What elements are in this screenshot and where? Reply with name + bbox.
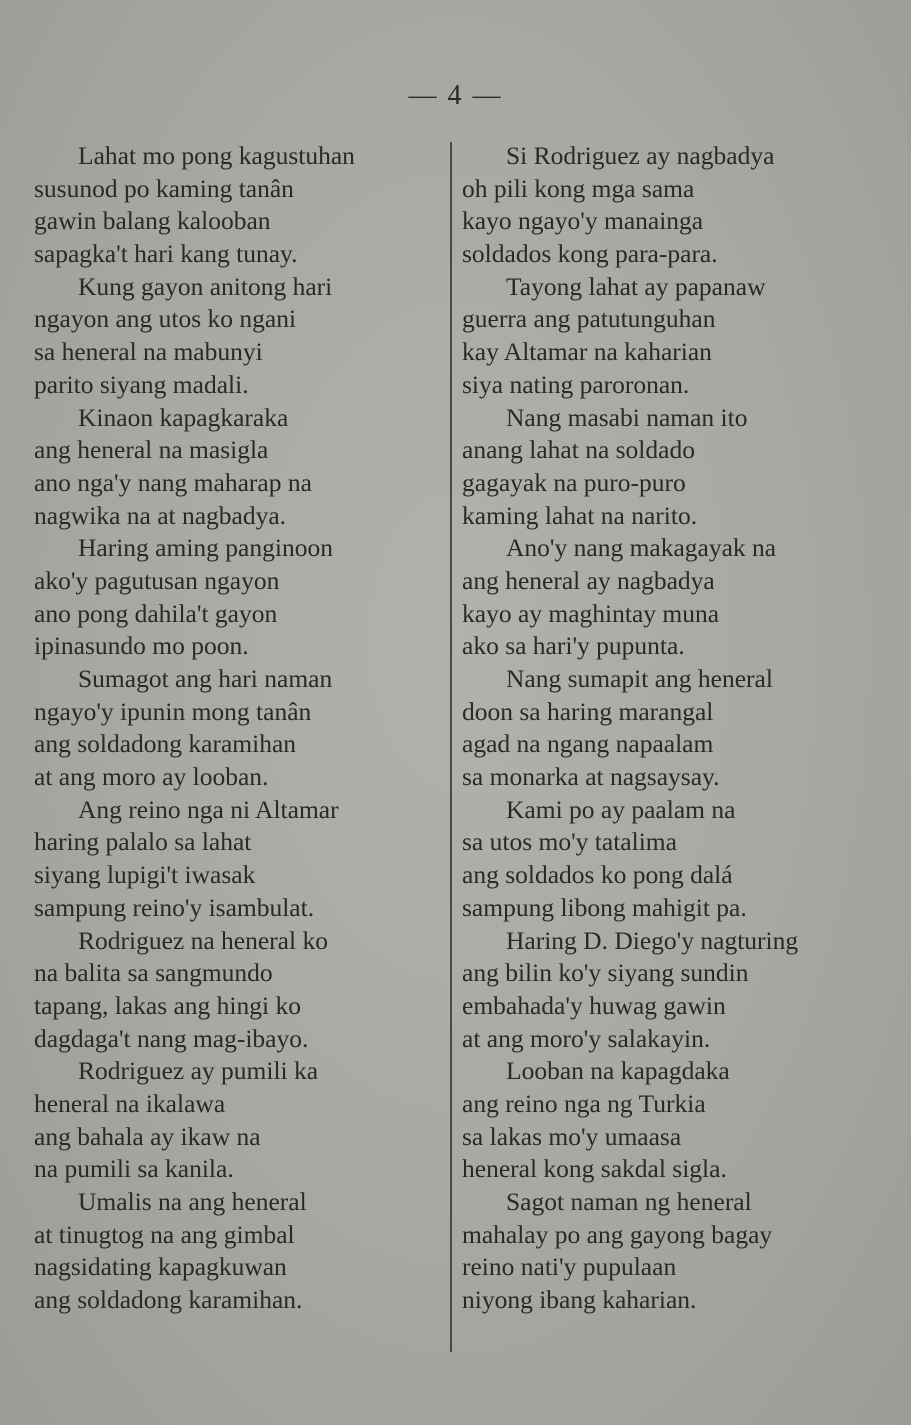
right-verse-line: mahalay po ang gayong bagay (462, 1219, 773, 1249)
left-verse-line: ako'y pagutusan ngayon (34, 565, 280, 595)
left-verse-line: Ang reino nga ni Altamar (78, 794, 339, 824)
left-verse-line: haring palalo sa lahat (34, 827, 252, 857)
right-verse-line: ang soldados ko pong dalá (462, 860, 733, 890)
left-verse-line: na pumili sa kanila. (34, 1154, 234, 1184)
right-verse-line: ang heneral ay nagbadya (462, 565, 715, 595)
left-verse-line: heneral na ikalawa (34, 1088, 226, 1118)
left-verse-line: ipinasundo mo poon. (34, 631, 249, 661)
left-verse-line: susunod po kaming tanân (34, 173, 294, 203)
left-verse-line: ang soldadong karamihan. (34, 1285, 303, 1315)
left-verse-line: ano pong dahila't gayon (34, 598, 278, 628)
right-verse-line: kayo ay maghintay muna (462, 598, 720, 628)
right-verse-line: sampung libong mahigit pa. (462, 892, 747, 922)
right-verse-line: sa lakas mo'y umaasa (462, 1121, 682, 1151)
left-verse-line: parito siyang madali. (34, 369, 249, 399)
right-verse-line: kayo ngayo'y manainga (462, 206, 704, 236)
left-verse-line: at ang moro ay looban. (34, 762, 269, 792)
left-verse-line: Haring aming panginoon (78, 533, 333, 563)
right-column (462, 140, 882, 1317)
page-number: — 4 — (408, 80, 503, 111)
left-verse-line: ang heneral na masigla (34, 435, 269, 465)
right-verse-line: ako sa hari'y pupunta. (462, 631, 685, 661)
left-verse-line: Kung gayon anitong hari (78, 271, 333, 301)
left-column (34, 140, 444, 1317)
right-verse-line: reino nati'y pupulaan (462, 1252, 677, 1282)
left-verse-line: ang soldadong karamihan (34, 729, 297, 759)
left-verse-line: sa heneral na mabunyi (34, 337, 263, 367)
right-verse-line: Sagot naman ng heneral (506, 1187, 752, 1216)
right-verse-line: sa utos mo'y tatalima (462, 827, 677, 857)
left-verse-line: nagsidating kapagkuwan (34, 1252, 287, 1282)
right-verse-line: embahada'y huwag gawin (462, 990, 726, 1020)
left-verse-line: ngayon ang utos ko ngani (34, 304, 297, 334)
right-verse-line: soldados kong para-para. (462, 239, 718, 269)
column-divider (450, 142, 452, 1352)
left-verse-line: sapagka't hari kang tunay. (34, 239, 298, 269)
left-verse-line: Sumagot ang hari naman (78, 664, 333, 693)
left-verse-line: Rodriguez na heneral ko (78, 925, 328, 955)
left-verse-line: Umalis na ang heneral (78, 1187, 307, 1216)
right-verse-line: Nang sumapit ang heneral (506, 664, 773, 693)
right-verse-line: sa monarka at nagsaysay. (462, 762, 720, 792)
right-verse-line: Looban na kapagdaka (506, 1056, 730, 1086)
right-verse-line: heneral kong sakdal sigla. (462, 1154, 727, 1184)
left-verse-line: Lahat mo pong kagustuhan (78, 141, 355, 170)
right-verse-line: agad na ngang napaalam (462, 729, 714, 759)
left-verse-line: nagwika na at nagbadya. (34, 500, 287, 530)
left-verse-line: Rodriguez ay pumili ka (78, 1056, 319, 1086)
right-verse-line: guerra ang patutunguhan (462, 304, 716, 334)
left-verse-line: ang bahala ay ikaw na (34, 1121, 261, 1151)
right-verse-line: kaming lahat na narito. (462, 500, 698, 530)
right-verse-line: Tayong lahat ay papanaw (506, 271, 766, 301)
right-verse-line: Haring D. Diego'y nagturing (506, 925, 799, 955)
right-verse-line: Ano'y nang makagayak na (506, 533, 777, 563)
right-verse-line: ang bilin ko'y siyang sundin (462, 958, 749, 988)
left-verse-line: ano nga'y nang maharap na (34, 467, 312, 497)
left-verse-line: siyang lupigi't iwasak (34, 860, 256, 890)
right-verse-line: anang lahat na soldado (462, 435, 695, 465)
right-verse-line: at ang moro'y salakayin. (462, 1023, 711, 1053)
right-verse-line: Nang masabi naman ito (506, 402, 748, 432)
right-verse-line: niyong ibang kaharian. (462, 1285, 697, 1315)
right-verse-line: ang reino nga ng Turkia (462, 1088, 706, 1118)
right-verse-line: Si Rodriguez ay nagbadya (506, 141, 775, 170)
left-verse-line: Kinaon kapagkaraka (78, 402, 289, 432)
left-verse-line: ngayo'y ipunin mong tanân (34, 696, 312, 726)
left-verse-line: dagdaga't nang mag-ibayo. (34, 1023, 309, 1053)
left-verse-line: at tinugtog na ang gimbal (34, 1219, 295, 1249)
right-verse-line: kay Altamar na kaharian (462, 337, 712, 367)
right-verse-line: gagayak na puro-puro (462, 467, 686, 497)
right-verse-line: doon sa haring marangal (462, 696, 714, 726)
left-verse-line: gawin balang kalooban (34, 206, 271, 236)
right-verse-line: siya nating paroronan. (462, 369, 690, 399)
right-verse-line: Kami po ay paalam na (506, 794, 736, 824)
left-verse-line: tapang, lakas ang hingi ko (34, 990, 301, 1020)
left-verse-line: sampung reino'y isambulat. (34, 892, 315, 922)
right-verse-line: oh pili kong mga sama (462, 173, 695, 203)
left-verse-line: na balita sa sangmundo (34, 958, 273, 988)
